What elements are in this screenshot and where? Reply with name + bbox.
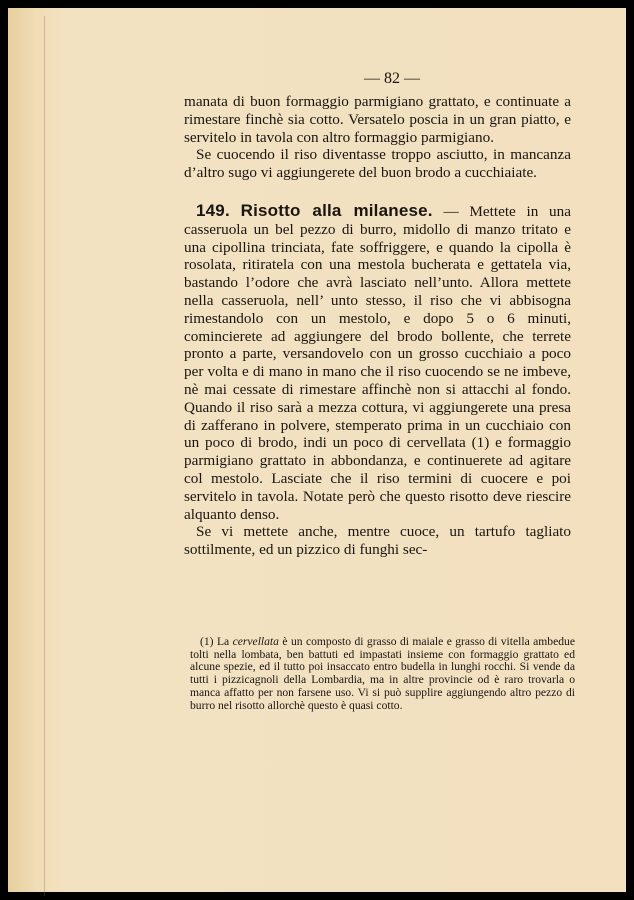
footnote-text: è un composto di grasso di maiale e grasso di vitella ambedue tolti nella lombata, ben battuti ed impastati insieme con formaggio grattato ed alcune spezie, ed il tutto poi insaccato entro budella in lunghi rocchi. Si vende da tutti i pizzicagnoli della Lombardia, ma in altre provincie od è raro trovarla o manca affatto per non farsene uso. Vi si può supplire aggiungendo altro pezzo di burro nel risotto allorchè questo è quasi cotto. <box>190 635 575 712</box>
footnotes <box>190 636 575 712</box>
page-gutter <box>44 16 45 896</box>
paragraph-broth-note: Se cuocendo il riso diventasse troppo asciutto, in mancanza d’altro sugo vi aggiungerete del buon brodo a cucchiaiate. <box>184 146 571 182</box>
recipe-paragraph <box>184 202 571 523</box>
footnote-1 <box>190 636 575 712</box>
paragraph-truffle: Se vi mettete anche, mentre cuoce, un tartufo tagliato sottilmente, ed un pizzico di funghi sec- <box>184 523 571 559</box>
recipe-number: 149. <box>196 200 230 220</box>
page-number: — 82 — <box>364 70 420 87</box>
footnote-term: cervellata <box>232 635 279 648</box>
footnote-marker: (1) La <box>200 635 230 648</box>
section-spacer <box>184 182 571 202</box>
book-page <box>8 8 626 892</box>
recipe-title: Risotto alla milanese. <box>240 200 433 220</box>
recipe-text: Mettete in una casseruola un bel pezzo di burro, midollo di manzo tritato e una cipollina trinciata, fate soffriggere, e quando la cipolla è rosolata, ritiratela con una mestola bucherata e gettatela via, bastando l’odore che avrà lasciato nell’unto. Allora mettete nella casseruola, nell’ unto stesso, il riso che vi abbisogna rimestandolo con un mestolo, e dopo 5 o 6 minuti, comincierete ad aggiungere del brodo bollente, che terrete pronto a parte, versandovelo con un grosso cucchiaio a poco per volta e di mano in mano che il riso cuocendo se ne imbeve, nè mai cessate di rimestare affinchè non si attacchi al fondo. Quando il riso sarà a mezza cottura, vi aggiungerete una presa di zafferano in polvere, stemperato prima in un cucchiaio con un poco di brodo, indi un poco di cervellata (1) e formaggio parmigiano grattato in abbondanza, e continuerete ad agitare col mestolo. Lasciate che il riso termini di cuocere e poi servitelo in tavola. Notate però che questo risotto deve riescire alquanto denso. <box>184 202 571 523</box>
body-text <box>184 93 571 559</box>
paragraph-continued: manata di buon formaggio parmigiano grattato, e continuate a rimestare finchè sia cotto. Versatelo poscia in un gran piatto, e servitelo in tavola con altro formaggio parmigiano. <box>184 93 571 146</box>
recipe-dash: — <box>443 202 459 220</box>
